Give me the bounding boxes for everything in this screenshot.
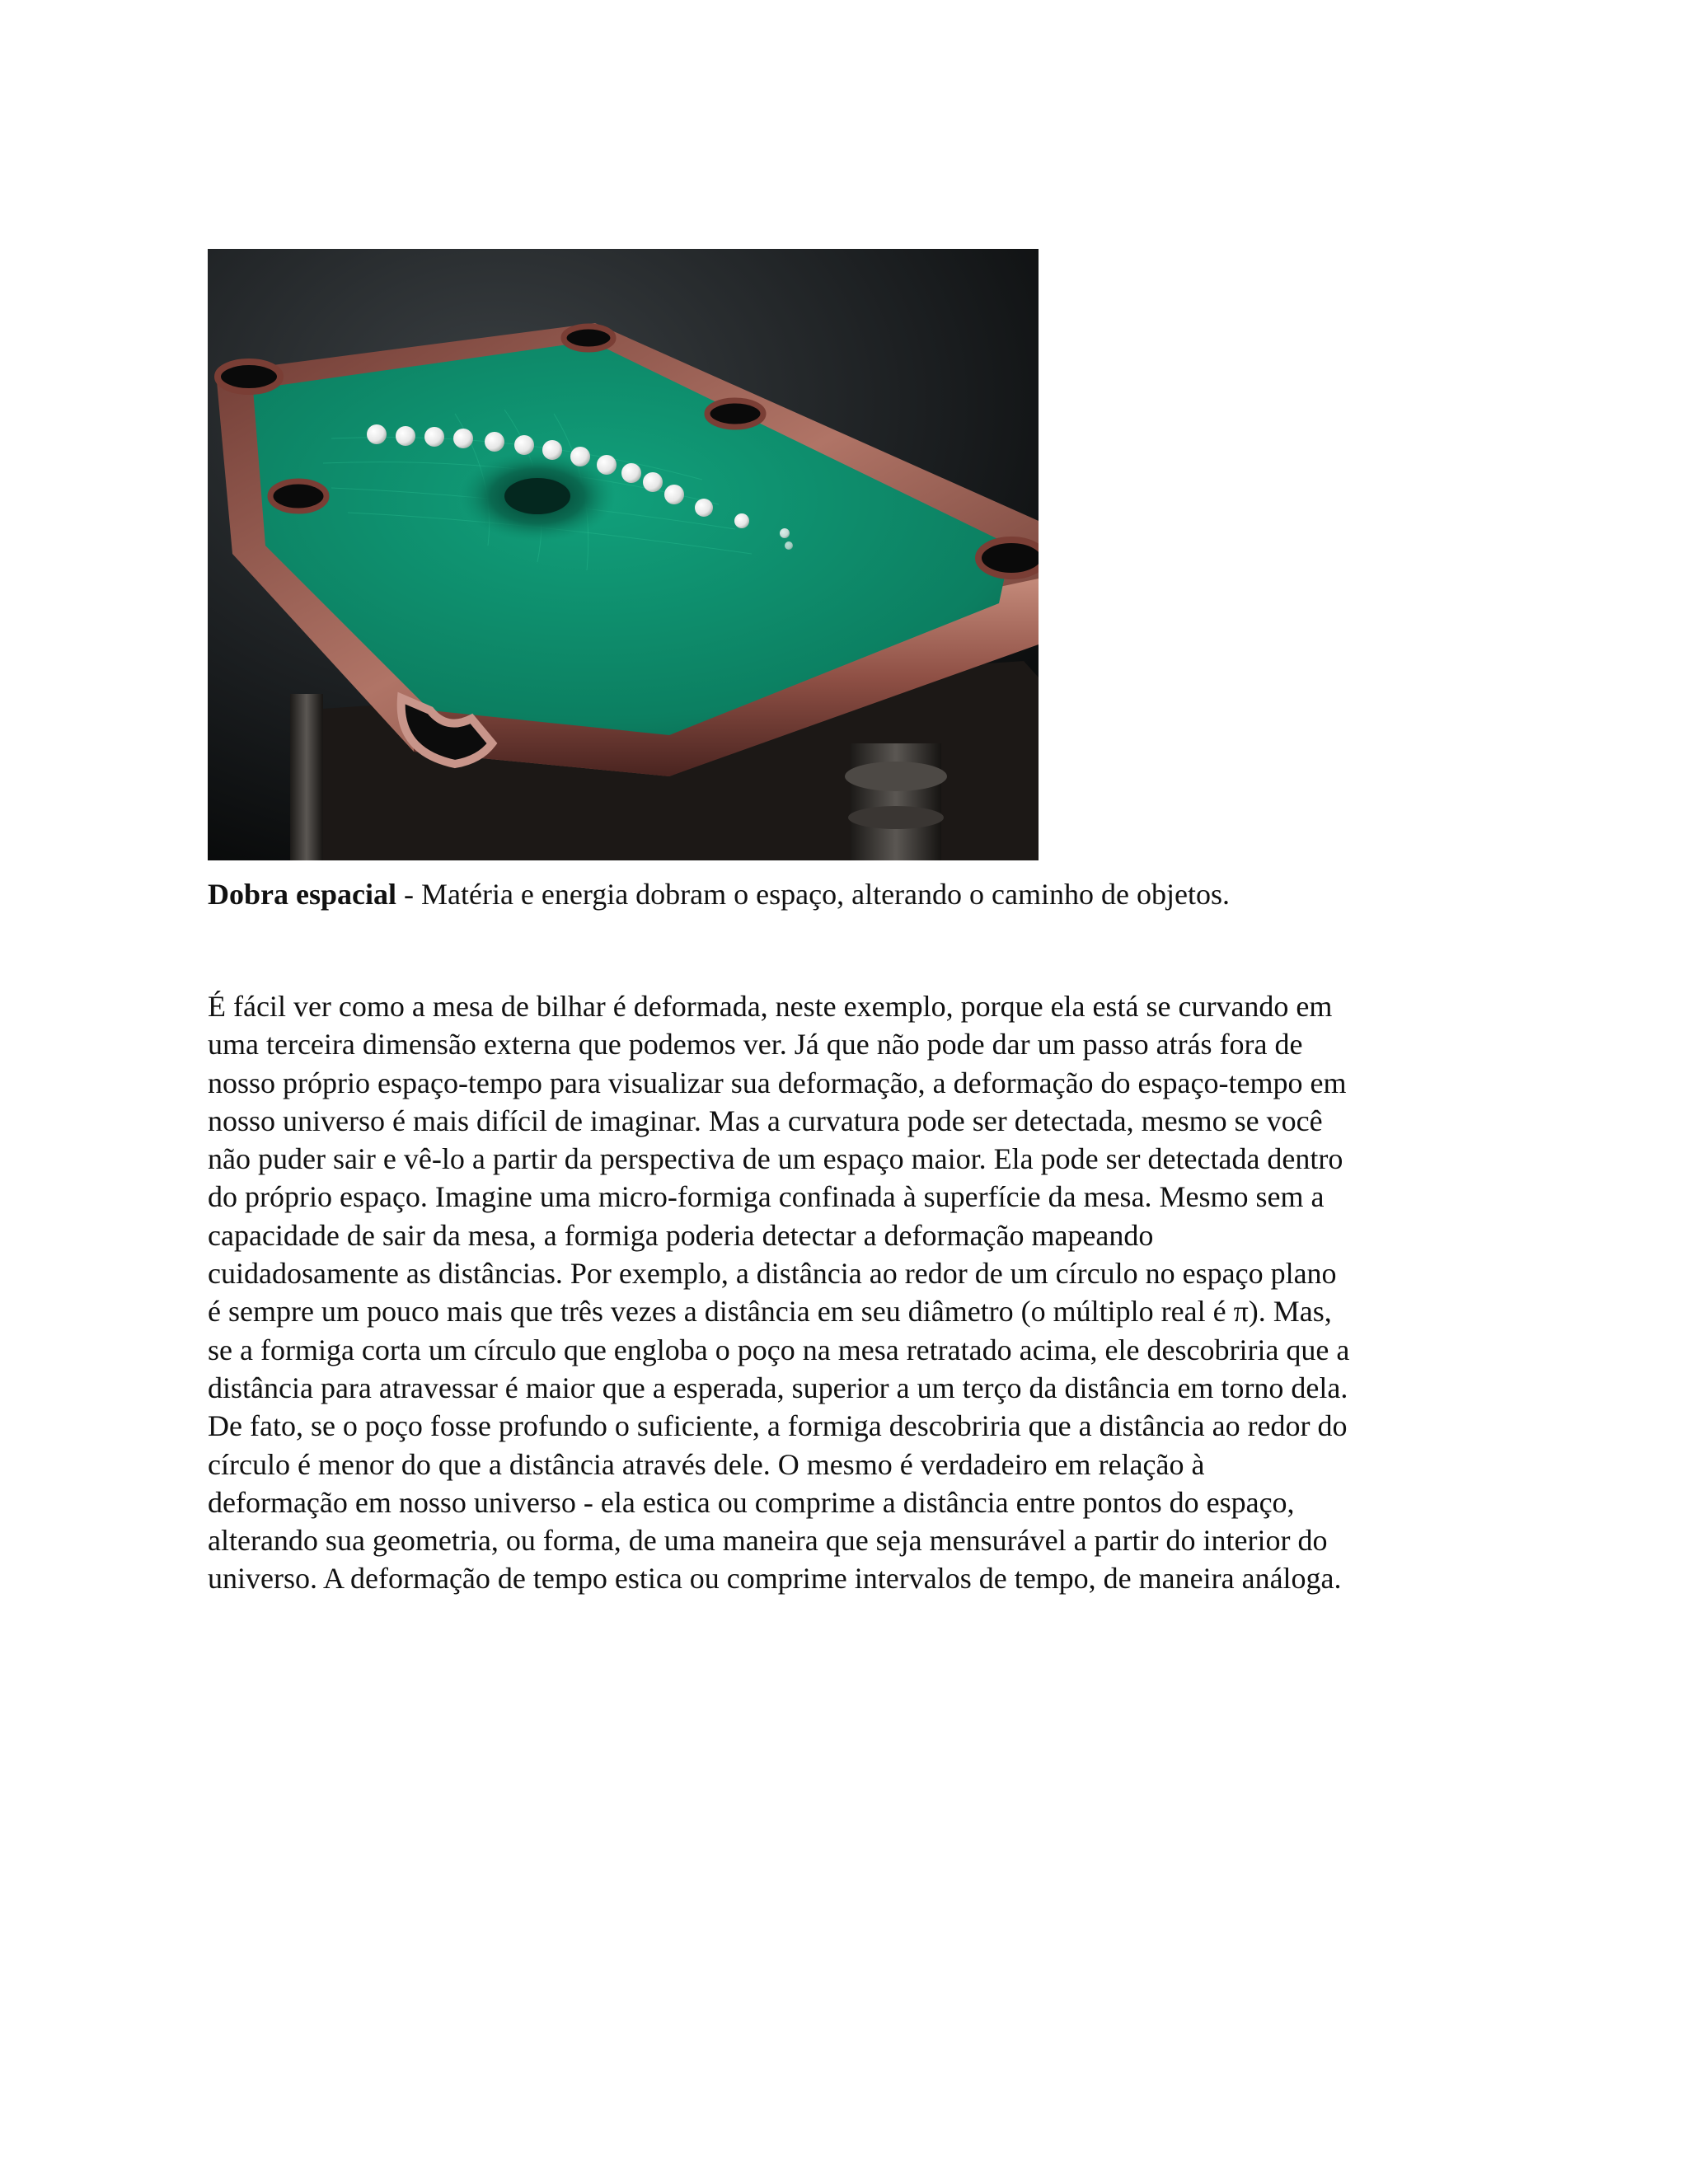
paragraph-line: alterando sua geometria, ou forma, de uma maneira que seja mensurável a partir do interior do [208, 1524, 1328, 1558]
paragraph-line: é sempre um pouco mais que três vezes a distância em seu diâmetro (o múltiplo real é π). Mas, [208, 1295, 1332, 1329]
billiard-table-illustration [208, 249, 1039, 860]
billiard-table-image [208, 249, 1039, 860]
body-paragraph [208, 987, 1493, 1598]
caption-title: Dobra espacial [208, 878, 396, 911]
paragraph-line: uma terceira dimensão externa que podemos ver. Já que não pode dar um passo atrás fora de [208, 1028, 1303, 1062]
paragraph-line: universo. A deformação de tempo estica ou comprime intervalos de tempo, de maneira análoga. [208, 1562, 1342, 1596]
paragraph-line: nosso universo é mais difícil de imaginar. Mas a curvatura pode ser detectada, mesmo se você [208, 1104, 1323, 1137]
paragraph-line: deformação em nosso universo - ela estica ou comprime a distância entre pontos do espaço, [208, 1485, 1295, 1519]
paragraph-line: nosso próprio espaço-tempo para visualizar sua deformação, a deformação do espaço-tempo em [208, 1066, 1347, 1099]
paragraph-line: É fácil ver como a mesa de bilhar é deformada, neste exemplo, porque ela está se curvando em [208, 990, 1333, 1023]
paragraph-line: De fato, se o poço fosse profundo o suficiente, a formiga descobriria que a distância ao redor do [208, 1409, 1348, 1443]
paragraph-line: cuidadosamente as distâncias. Por exemplo, a distância ao redor de um círculo no espaço plano [208, 1257, 1337, 1291]
paragraph-line: capacidade de sair da mesa, a formiga poderia detectar a deformação mapeando [208, 1218, 1154, 1252]
caption-text: - Matéria e energia dobram o espaço, alterando o caminho de objetos. [396, 878, 1230, 911]
paragraph-line: não puder sair e vê-lo a partir da perspectiva de um espaço maior. Ela pode ser detectada dentro [208, 1142, 1343, 1176]
paragraph-line: círculo é menor do que a distância através dele. O mesmo é verdadeiro em relação à [208, 1447, 1205, 1481]
paragraph-line: distância para atravessar é maior que a esperada, superior a um terço da distância em torno dela. [208, 1371, 1348, 1404]
paragraph-line: do próprio espaço. Imagine uma micro-formiga confinada à superfície da mesa. Mesmo sem a [208, 1180, 1325, 1214]
paragraph-line: se a formiga corta um círculo que engloba o poço na mesa retratado acima, ele descobriria que a [208, 1333, 1350, 1366]
figure-caption [208, 875, 1493, 913]
